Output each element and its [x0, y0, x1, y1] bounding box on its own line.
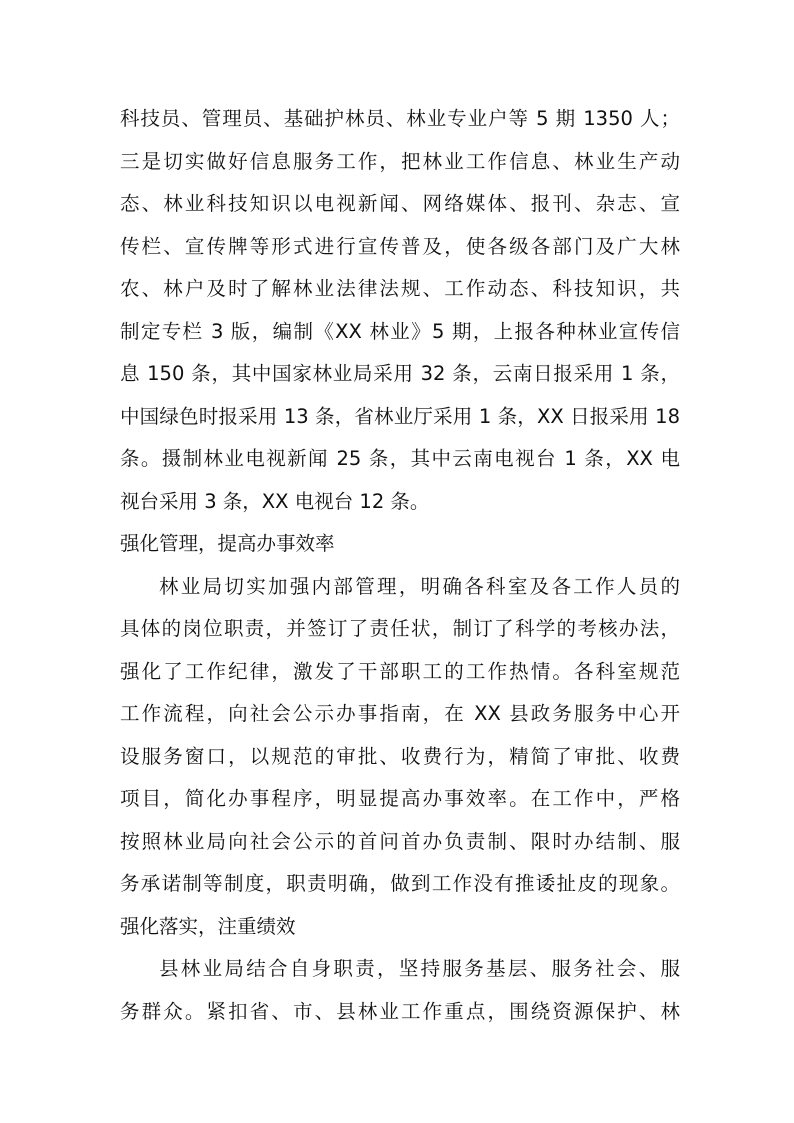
paragraph-implementation — [120, 948, 680, 1033]
text-line: 视台采用 3 条，XX 电视台 12 条。 — [120, 489, 430, 513]
text-line: 项目，简化办事程序，明显提高办事效率。在工作中，严格 — [120, 787, 680, 810]
paragraph-info-service — [120, 98, 680, 523]
paragraph-management — [120, 566, 680, 906]
text-line: 强化了工作纪律，激发了干部职工的工作热情。各科室规范 — [120, 659, 680, 683]
text-line: 科技员、管理员、基础护林员、林业专业户等 5 期 1350 人； — [120, 107, 680, 130]
text-line: 工作流程，向社会公示办事指南，在 XX 县政务服务中心开 — [120, 702, 680, 725]
section-heading-implementation: 强化落实，注重绩效 — [120, 914, 296, 938]
text-line: 按照林业局向社会公示的首问首办负责制、限时办结制、服 — [120, 829, 680, 853]
document-body — [120, 98, 680, 1033]
text-line: 务承诺制等制度，职责明确，做到工作没有推诿扯皮的现象。 — [120, 872, 680, 895]
text-line: 传栏、宣传牌等形式进行宣传普及，使各级各部门及广大林 — [120, 234, 680, 258]
text-line: 设服务窗口，以规范的审批、收费行为，精简了审批、收费 — [120, 744, 680, 768]
text-line: 制定专栏 3 版，编制《XX 林业》5 期，上报各种林业宣传信 — [120, 319, 680, 343]
text-line: 中国绿色时报采用 13 条，省林业厅采用 1 条，XX 日报采用 18 — [120, 404, 680, 428]
text-line: 务群众。紧扣省、市、县林业工作重点，围绕资源保护、林 — [120, 999, 680, 1023]
text-line: 农、林户及时了解林业法律法规、工作动态、科技知识，共 — [120, 277, 680, 300]
text-line: 具体的岗位职责，并签订了责任状，制订了科学的考核办法， — [120, 617, 680, 640]
text-line: 县林业局结合自身职责，坚持服务基层、服务社会、服 — [159, 957, 680, 980]
text-line: 息 150 条，其中国家林业局采用 32 条，云南日报采用 1 条， — [120, 362, 680, 385]
text-line: 三是切实做好信息服务工作，把林业工作信息、林业生产动 — [120, 149, 680, 173]
section-heading-management: 强化管理，提高办事效率 — [120, 532, 335, 555]
text-line: 林业局切实加强内部管理，明确各科室及各工作人员的 — [159, 574, 680, 598]
text-line: 态、林业科技知识以电视新闻、网络媒体、报刊、杂志、宣 — [120, 192, 680, 215]
text-line: 条。摄制林业电视新闻 25 条，其中云南电视台 1 条，XX 电 — [120, 447, 680, 470]
